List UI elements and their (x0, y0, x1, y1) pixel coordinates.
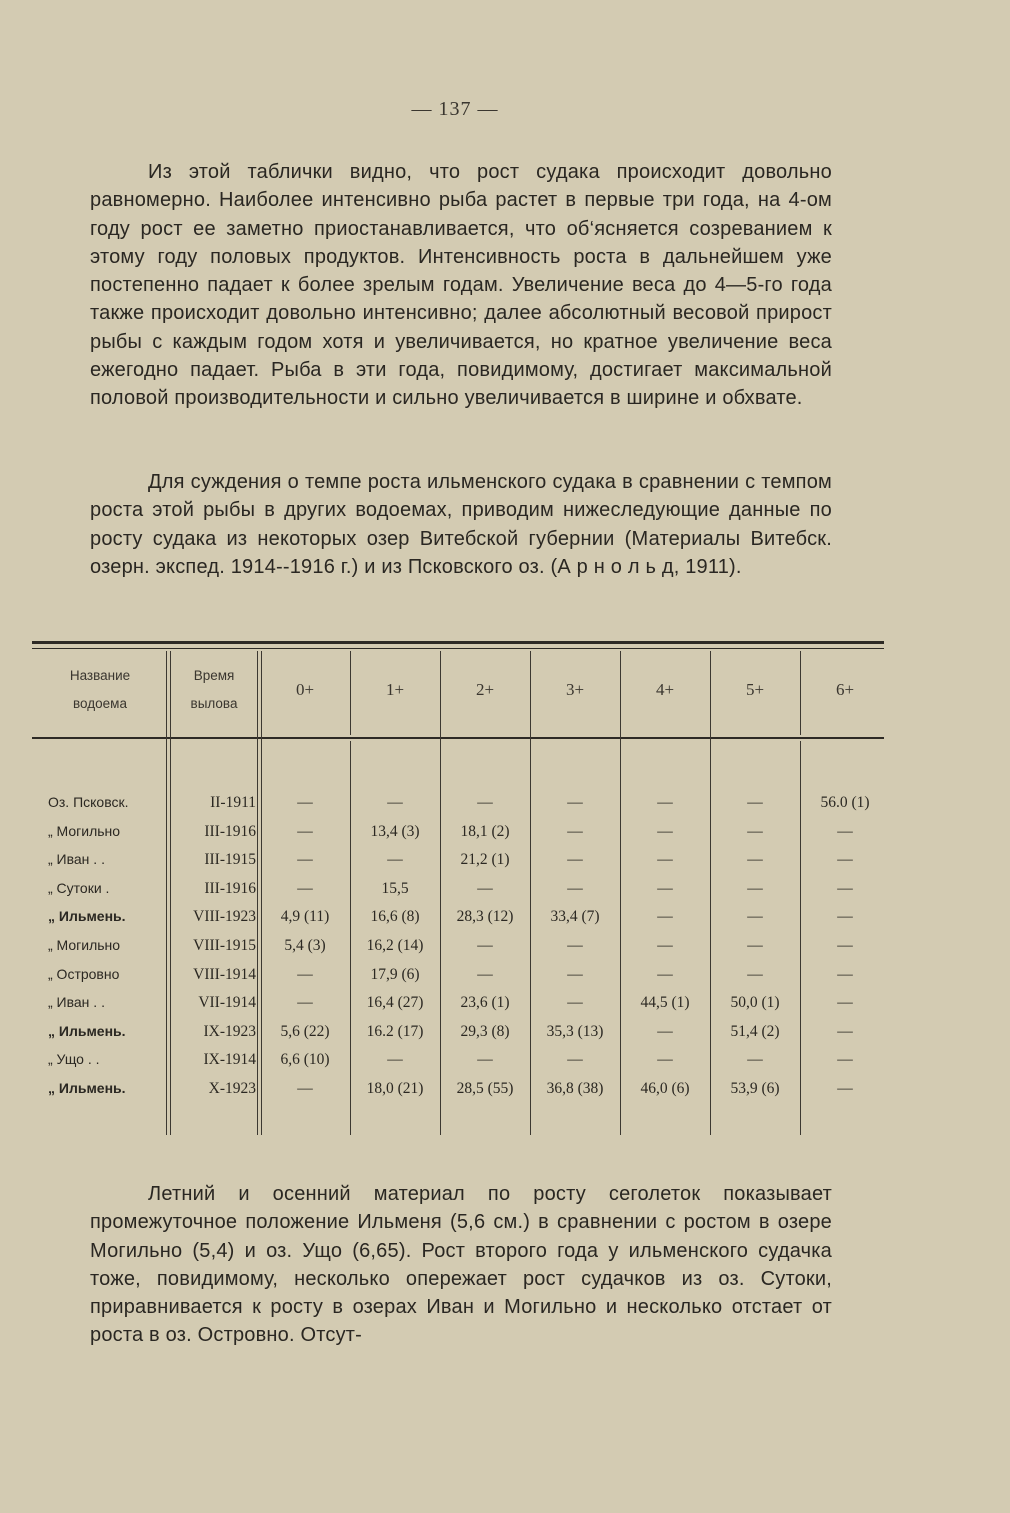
size-cell: 21,2 (1) (460, 851, 510, 869)
size-cell: — (747, 937, 763, 954)
lake-name: „ Могильно (48, 822, 121, 839)
size-cell: — (837, 965, 853, 983)
size-cell: 29,3 (8) (460, 1022, 510, 1040)
size-cell: 51,4 (2) (730, 1022, 780, 1040)
table-top-rule-thin (32, 648, 884, 649)
size-cell: 56.0 (1) (820, 794, 870, 811)
size-cell: — (297, 1080, 313, 1097)
size-cell: 16.2 (17) (366, 1022, 424, 1040)
size-cell: 46,0 (6) (640, 1080, 690, 1097)
size-cell: — (297, 879, 313, 897)
size-cell: 16,4 (27) (366, 994, 424, 1012)
header-age-4: 4+ (655, 680, 675, 699)
size-cell: — (747, 879, 763, 897)
catch-date: II-1911 (210, 794, 256, 811)
catch-date: III-1916 (204, 879, 256, 897)
header-age-2: 2+ (475, 680, 495, 699)
size-cell: — (747, 1051, 763, 1069)
paragraph-2 (90, 468, 832, 581)
size-cell: — (657, 851, 673, 869)
table-top-rule (32, 641, 884, 644)
column-divider (350, 651, 351, 735)
catch-date: VIII-1923 (193, 908, 256, 926)
size-cell: — (567, 994, 583, 1012)
size-cell: — (657, 1051, 673, 1069)
header-name-line-1: Название (69, 668, 131, 683)
size-cell: 13,4 (3) (370, 822, 420, 840)
catch-date: III-1915 (204, 851, 256, 869)
catch-date: IX-1914 (203, 1051, 256, 1069)
size-cell: — (567, 794, 583, 811)
table-header-rule (32, 737, 884, 739)
catch-date: X-1923 (208, 1080, 256, 1097)
size-cell: 4,9 (11) (280, 908, 330, 926)
header-name (40, 662, 160, 718)
size-cell: 36,8 (38) (546, 1080, 604, 1097)
size-cell: — (387, 851, 403, 869)
size-cell: — (747, 851, 763, 869)
header-date (172, 662, 256, 718)
paragraph-3-text: Летний и осенний материал по росту сеголеток показывает промежуточное положение Ильменя (5,6 см.) в сравнении с ростом в озере Могильно (5,4) и оз. Ущо (6,65). Рост второго года у ильменского судачка тоже, повидимому, несколько опережает рост судачков из оз. Сутоки, приравнивается к росту в озерах Иван и Могильно и несколько отстает от роста в оз. Островно. Отсут- (90, 1183, 832, 1347)
size-cell: — (297, 794, 313, 811)
size-cell: — (567, 851, 583, 869)
size-cell: — (657, 794, 673, 811)
lake-name: „ Ильмень. (48, 908, 126, 925)
size-cell: — (297, 822, 313, 840)
size-cell: — (657, 822, 673, 840)
size-cell: — (297, 994, 313, 1012)
size-cell: — (837, 879, 853, 897)
size-cell: — (387, 794, 403, 811)
size-cell: 18,0 (21) (366, 1080, 424, 1097)
lake-name: „ Могильно (48, 937, 121, 953)
size-cell: — (657, 879, 673, 897)
catch-date: VIII-1915 (193, 937, 256, 954)
size-cell: — (657, 937, 673, 954)
paragraph-3 (90, 1180, 832, 1350)
size-cell: 16,2 (14) (366, 937, 424, 954)
catch-date: IX-1923 (203, 1022, 256, 1040)
column-divider (800, 651, 801, 735)
size-cell: — (567, 822, 583, 840)
size-cell: — (387, 1051, 403, 1069)
size-cell: — (747, 794, 763, 811)
lake-name: „ Сутоки . (48, 879, 110, 896)
size-cell: 16,6 (8) (370, 908, 420, 926)
catch-date: III-1916 (204, 822, 256, 840)
size-cell: — (837, 822, 853, 840)
size-cell: — (477, 937, 493, 954)
size-cell: — (477, 879, 493, 897)
size-cell: — (657, 908, 673, 926)
column-divider (170, 651, 171, 1135)
header-age-0: 0+ (295, 680, 315, 699)
size-cell: — (477, 1051, 493, 1069)
size-cell: 5,4 (3) (284, 937, 326, 954)
size-cell: 23,6 (1) (460, 994, 510, 1012)
size-cell: 6,6 (10) (280, 1051, 330, 1069)
size-cell: — (567, 937, 583, 954)
size-cell: — (747, 822, 763, 840)
size-cell: 28,5 (55) (456, 1080, 514, 1097)
paragraph-1 (90, 158, 832, 413)
size-cell: — (837, 908, 853, 926)
paragraph-2-text: Для суждения о темпе роста ильменского судака в сравнении с темпом роста этой рыбы в других водоемах, приводим нижеследующие данные по росту судака из некоторых озер Витебской губернии (Материалы Витебск. озерн. экспед. 1914--1916 г.) и из Псковского оз. (А р н о л ь д, 1911). (90, 471, 832, 578)
size-cell: 44,5 (1) (640, 994, 690, 1012)
size-cell: — (837, 1051, 853, 1069)
size-cell: — (477, 965, 493, 983)
size-cell: 53,9 (6) (730, 1080, 780, 1097)
header-age-6: 6+ (835, 680, 855, 699)
size-cell: — (297, 851, 313, 869)
lake-name: „ Иван . . (48, 851, 105, 868)
page-number: — 137 — (411, 98, 499, 120)
size-cell: — (747, 908, 763, 926)
size-cell: — (297, 965, 313, 983)
lake-name: „ Ильмень. (48, 1022, 126, 1039)
size-cell: — (747, 965, 763, 983)
size-cell: — (567, 879, 583, 897)
size-cell: 5,6 (22) (280, 1022, 330, 1040)
size-cell: 15,5 (381, 879, 409, 897)
lake-name: „ Ущо . . (48, 1051, 100, 1068)
column-divider (166, 651, 167, 1135)
size-cell: — (657, 1022, 673, 1040)
size-cell: 35,3 (13) (546, 1022, 604, 1040)
size-cell: 18,1 (2) (460, 822, 510, 840)
size-cell: — (567, 965, 583, 983)
size-cell: — (567, 1051, 583, 1069)
catch-date: VIII-1914 (193, 965, 256, 983)
lake-name: „ Островно (48, 965, 120, 982)
lake-name: Оз. Псковск. (48, 794, 129, 810)
size-cell: 33,4 (7) (550, 908, 600, 926)
header-name-line-2: водоема (73, 696, 127, 711)
size-cell: — (837, 851, 853, 869)
header-age-1: 1+ (385, 680, 405, 699)
header-age-5: 5+ (745, 680, 765, 699)
lake-name: „ Иван . . (48, 994, 105, 1011)
lake-name: „ Ильмень. (48, 1080, 126, 1096)
size-cell: — (837, 1022, 853, 1040)
size-cell: 28,3 (12) (456, 908, 514, 926)
header-date-line-1: Время (193, 668, 235, 683)
column-divider (257, 651, 258, 1135)
size-cell: — (477, 794, 493, 811)
size-cell: — (657, 965, 673, 983)
paragraph-1-text: Из этой таблички видно, что рост судака происходит довольно равномерно. Наиболее интенсивно рыба растет в первые три года, на 4-ом году рост ее заметно приостанавливается, что об‘ясняется созреванием к этому году половых продуктов. Интенсивность роста в дальнейшем уже постепенно падает к более зрелым годам. Увеличение веса до 4—5-го года также происходит довольно интенсивно; далее абсолютный весовой прирост рыбы с каждым годом хотя и увеличивается, но кратное увеличение веса ежегодно падает. Рыба в эти года, повидимому, достигает максимальной половой производительности и сильно увеличивается в ширине и обхвате. (90, 161, 832, 410)
size-cell: — (837, 937, 853, 954)
size-cell: 17,9 (6) (370, 965, 420, 983)
size-cell: — (837, 1080, 853, 1097)
size-cell: — (837, 994, 853, 1012)
header-age-3: 3+ (565, 680, 585, 699)
size-cell: 50,0 (1) (730, 994, 780, 1012)
header-date-line-2: вылова (190, 696, 238, 711)
catch-date: VII-1914 (198, 994, 256, 1012)
